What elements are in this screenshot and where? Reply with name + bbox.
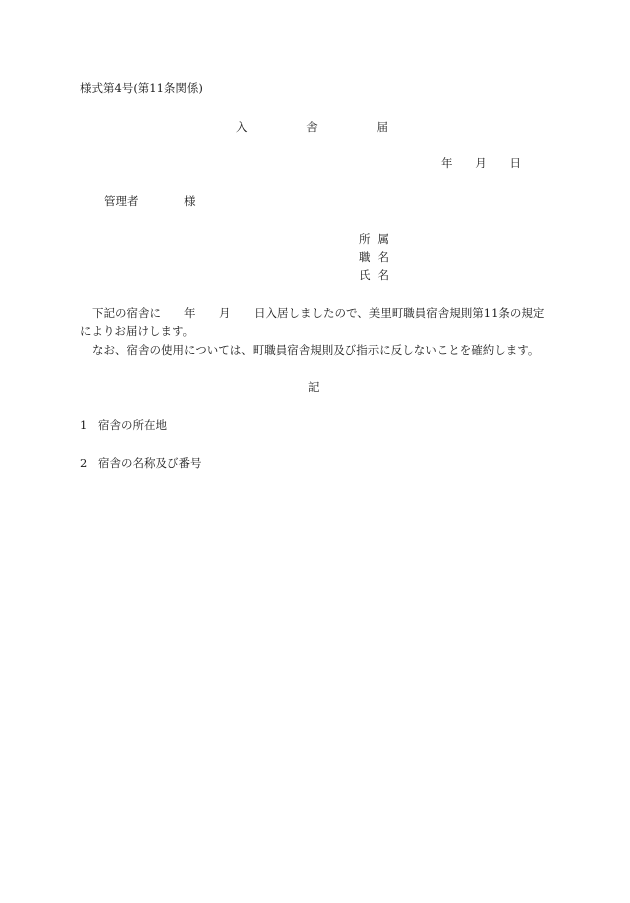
item-number: 2 [80,456,88,470]
item-number: 1 [80,418,88,432]
field-affiliation: 所属 [359,232,396,246]
field-name: 氏名 [359,268,396,282]
ki-heading: 記 [308,380,320,394]
item-location-label: 宿舎の所在地 [98,418,167,432]
date-month: 月 [475,156,487,170]
date-line [441,156,521,170]
document-title [236,120,388,134]
title-char: 入 [236,120,248,134]
title-char: 届 [376,120,388,134]
body-year: 年 [184,306,196,320]
form-number: 様式第4号(第11条関係) [80,81,203,95]
date-day: 日 [509,156,521,170]
addressee-suffix: 様 [184,194,196,208]
item-name-number-label: 宿舎の名称及び番号 [98,456,202,470]
date-year: 年 [441,156,453,170]
field-position: 職名 [359,250,396,264]
addressee-label: 管理者 [104,194,139,208]
body-month: 月 [219,306,231,320]
title-char: 舎 [306,120,318,134]
body-text-line2: によりお届けします。 [80,324,195,338]
body-text-continue: 日入居しましたので、美里町職員宿舎規則第11条の規定 [254,306,545,320]
body-text-pledge: なお、宿舎の使用については、町職員宿舎規則及び指示に反しないことを確約します。 [92,343,540,357]
body-text-start: 下記の宿舎に [92,306,161,320]
